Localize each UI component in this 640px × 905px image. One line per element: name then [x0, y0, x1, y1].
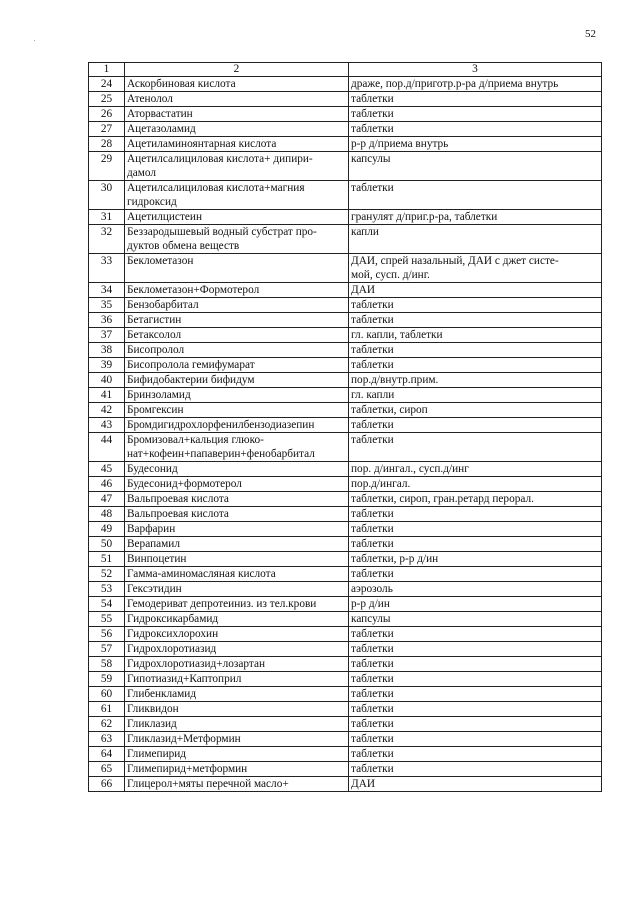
dosage-form-cell: таблетки	[349, 522, 602, 537]
table-row	[89, 122, 602, 137]
table-row	[89, 418, 602, 433]
drug-name-cell: Бисопролола гемифумарат	[125, 358, 349, 373]
drug-name-cell: Гексэтидин	[125, 582, 349, 597]
row-number: 59	[89, 672, 125, 687]
row-number: 41	[89, 388, 125, 403]
row-number: 54	[89, 597, 125, 612]
dosage-form-cell: пор. д/ингал., сусп.д/инг	[349, 462, 602, 477]
dosage-form-cell: таблетки	[349, 181, 602, 210]
table-row	[89, 657, 602, 672]
table-row	[89, 388, 602, 403]
row-number: 58	[89, 657, 125, 672]
drug-name-cell: Бромгексин	[125, 403, 349, 418]
drug-name-cell: Бромизовал+кальция глюко- нат+кофеин+папаверин+фенобарбитал	[125, 433, 349, 462]
row-number: 50	[89, 537, 125, 552]
drug-name-cell: Бетагистин	[125, 313, 349, 328]
column-header-name: 2	[125, 63, 349, 77]
dosage-form-cell: таблетки	[349, 507, 602, 522]
table-row	[89, 373, 602, 388]
drug-name-cell: Бифидобактерии бифидум	[125, 373, 349, 388]
table-row	[89, 328, 602, 343]
row-number: 36	[89, 313, 125, 328]
table-row	[89, 477, 602, 492]
dosage-form-cell: таблетки	[349, 747, 602, 762]
drug-name-cell: Глицерол+мяты перечной масло+	[125, 777, 349, 792]
dosage-form-cell: таблетки	[349, 672, 602, 687]
row-number: 49	[89, 522, 125, 537]
table-row	[89, 358, 602, 373]
dosage-form-cell: пор.д/внутр.прим.	[349, 373, 602, 388]
drug-name-cell: Будесонид	[125, 462, 349, 477]
row-number: 53	[89, 582, 125, 597]
dosage-form-cell: таблетки	[349, 313, 602, 328]
dosage-form-cell: р-р д/ин	[349, 597, 602, 612]
drug-name-cell: Гидрохлоротиазид+лозартан	[125, 657, 349, 672]
row-number: 39	[89, 358, 125, 373]
table-row	[89, 687, 602, 702]
drug-name-cell: Верапамил	[125, 537, 349, 552]
row-number: 45	[89, 462, 125, 477]
row-number: 61	[89, 702, 125, 717]
dosage-form-cell: таблетки	[349, 92, 602, 107]
drug-name-cell: Аторвастатин	[125, 107, 349, 122]
drug-name-cell: Гамма-аминомасляная кислота	[125, 567, 349, 582]
table-row	[89, 702, 602, 717]
row-number: 46	[89, 477, 125, 492]
table-row	[89, 254, 602, 283]
row-number: 27	[89, 122, 125, 137]
table-row	[89, 152, 602, 181]
drug-table	[88, 62, 602, 792]
dosage-form-cell: таблетки, р-р д/ин	[349, 552, 602, 567]
column-header-form: 3	[349, 63, 602, 77]
row-number: 34	[89, 283, 125, 298]
dosage-form-cell: р-р д/приема внутрь	[349, 137, 602, 152]
drug-name-cell: Вальпроевая кислота	[125, 507, 349, 522]
dosage-form-cell: таблетки	[349, 433, 602, 462]
dosage-form-cell: таблетки	[349, 657, 602, 672]
table-row	[89, 777, 602, 792]
table-row	[89, 732, 602, 747]
drug-name-cell: Гипотиазид+Каптоприл	[125, 672, 349, 687]
table-row	[89, 582, 602, 597]
row-number: 52	[89, 567, 125, 582]
dosage-form-cell: таблетки	[349, 627, 602, 642]
dosage-form-cell: таблетки	[349, 343, 602, 358]
row-number: 51	[89, 552, 125, 567]
drug-name-cell: Бензобарбитал	[125, 298, 349, 313]
drug-name-cell: Бринзоламид	[125, 388, 349, 403]
row-number: 24	[89, 77, 125, 92]
row-number: 65	[89, 762, 125, 777]
row-number: 44	[89, 433, 125, 462]
dosage-form-cell: капсулы	[349, 152, 602, 181]
table-row	[89, 403, 602, 418]
row-number: 30	[89, 181, 125, 210]
dosage-form-cell: таблетки	[349, 732, 602, 747]
dosage-form-cell: таблетки	[349, 642, 602, 657]
table-row	[89, 627, 602, 642]
drug-name-cell: Винпоцетин	[125, 552, 349, 567]
table-row	[89, 672, 602, 687]
drug-name-cell: Аскорбиновая кислота	[125, 77, 349, 92]
table-row	[89, 747, 602, 762]
dosage-form-cell: таблетки	[349, 418, 602, 433]
table-row	[89, 298, 602, 313]
table-body	[89, 77, 602, 792]
dosage-form-cell: таблетки	[349, 717, 602, 732]
row-number: 64	[89, 747, 125, 762]
row-number: 55	[89, 612, 125, 627]
table-row	[89, 433, 602, 462]
row-number: 66	[89, 777, 125, 792]
drug-name-cell: Атенолол	[125, 92, 349, 107]
dosage-form-cell: ДАИ	[349, 283, 602, 298]
drug-name-cell: Глимепирид+метформин	[125, 762, 349, 777]
drug-name-cell: Беклометазон	[125, 254, 349, 283]
row-number: 31	[89, 210, 125, 225]
drug-name-cell: Ацетилцистеин	[125, 210, 349, 225]
table-row	[89, 597, 602, 612]
dosage-form-cell: таблетки	[349, 537, 602, 552]
table-row	[89, 77, 602, 92]
table-row	[89, 181, 602, 210]
scan-speck	[34, 40, 35, 41]
dosage-form-cell: таблетки	[349, 702, 602, 717]
row-number: 29	[89, 152, 125, 181]
drug-name-cell: Бромдигидрохлорфенилбензодиазепин	[125, 418, 349, 433]
row-number: 62	[89, 717, 125, 732]
drug-name-cell: Гликвидон	[125, 702, 349, 717]
drug-name-cell: Беззародышевый водный субстрат про- дуктов обмена веществ	[125, 225, 349, 254]
dosage-form-cell: таблетки	[349, 762, 602, 777]
table-row	[89, 507, 602, 522]
page-number: 52	[585, 28, 596, 40]
drug-name-cell: Ацетазоламид	[125, 122, 349, 137]
row-number: 32	[89, 225, 125, 254]
drug-name-cell: Гемодериват депротеиниз. из тел.крови	[125, 597, 349, 612]
row-number: 37	[89, 328, 125, 343]
dosage-form-cell: гранулят д/приг.р-ра, таблетки	[349, 210, 602, 225]
row-number: 60	[89, 687, 125, 702]
table-row	[89, 522, 602, 537]
table-row	[89, 462, 602, 477]
row-number: 38	[89, 343, 125, 358]
row-number: 43	[89, 418, 125, 433]
dosage-form-cell: ДАИ, спрей назальный, ДАИ с джет систе- мой, сусп. д/инг.	[349, 254, 602, 283]
table-row	[89, 107, 602, 122]
table-row	[89, 210, 602, 225]
row-number: 63	[89, 732, 125, 747]
dosage-form-cell: аэрозоль	[349, 582, 602, 597]
dosage-form-cell: таблетки	[349, 358, 602, 373]
row-number: 35	[89, 298, 125, 313]
row-number: 48	[89, 507, 125, 522]
table-row	[89, 537, 602, 552]
table-row	[89, 313, 602, 328]
table-row	[89, 283, 602, 298]
table-header-row	[89, 63, 602, 77]
table-row	[89, 642, 602, 657]
drug-name-cell: Глимепирид	[125, 747, 349, 762]
column-header-number: 1	[89, 63, 125, 77]
drug-name-cell: Варфарин	[125, 522, 349, 537]
dosage-form-cell: драже, пор.д/приготр.р-ра д/приема внутрь	[349, 77, 602, 92]
drug-name-cell: Гидроксихлорохин	[125, 627, 349, 642]
table-row	[89, 343, 602, 358]
dosage-form-cell: пор.д/ингал.	[349, 477, 602, 492]
dosage-form-cell: таблетки	[349, 298, 602, 313]
table-row	[89, 762, 602, 777]
table-row	[89, 492, 602, 507]
row-number: 42	[89, 403, 125, 418]
table-row	[89, 717, 602, 732]
drug-name-cell: Гликлазид+Метформин	[125, 732, 349, 747]
dosage-form-cell: гл. капли, таблетки	[349, 328, 602, 343]
row-number: 33	[89, 254, 125, 283]
dosage-form-cell: таблетки	[349, 107, 602, 122]
drug-name-cell: Бисопролол	[125, 343, 349, 358]
drug-name-cell: Ацетилсалициловая кислота+магния гидроксид	[125, 181, 349, 210]
dosage-form-cell: таблетки	[349, 687, 602, 702]
drug-name-cell: Будесонид+формотерол	[125, 477, 349, 492]
table-row	[89, 612, 602, 627]
row-number: 47	[89, 492, 125, 507]
row-number: 28	[89, 137, 125, 152]
table-row	[89, 137, 602, 152]
table-row	[89, 225, 602, 254]
row-number: 56	[89, 627, 125, 642]
drug-name-cell: Гликлазид	[125, 717, 349, 732]
table-row	[89, 552, 602, 567]
row-number: 57	[89, 642, 125, 657]
drug-name-cell: Гидрохлоротиазид	[125, 642, 349, 657]
drug-name-cell: Глибенкламид	[125, 687, 349, 702]
row-number: 26	[89, 107, 125, 122]
row-number: 40	[89, 373, 125, 388]
drug-name-cell: Беклометазон+Формотерол	[125, 283, 349, 298]
dosage-form-cell: капсулы	[349, 612, 602, 627]
drug-name-cell: Ацетиламиноянтарная кислота	[125, 137, 349, 152]
dosage-form-cell: таблетки, сироп	[349, 403, 602, 418]
dosage-form-cell: гл. капли	[349, 388, 602, 403]
table-row	[89, 567, 602, 582]
drug-name-cell: Ацетилсалициловая кислота+ дипири- дамол	[125, 152, 349, 181]
drug-name-cell: Гидроксикарбамид	[125, 612, 349, 627]
dosage-form-cell: ДАИ	[349, 777, 602, 792]
drug-name-cell: Вальпроевая кислота	[125, 492, 349, 507]
drug-name-cell: Бетаксолол	[125, 328, 349, 343]
dosage-form-cell: таблетки, сироп, гран.ретард перорал.	[349, 492, 602, 507]
row-number: 25	[89, 92, 125, 107]
dosage-form-cell: капли	[349, 225, 602, 254]
table-row	[89, 92, 602, 107]
dosage-form-cell: таблетки	[349, 567, 602, 582]
dosage-form-cell: таблетки	[349, 122, 602, 137]
